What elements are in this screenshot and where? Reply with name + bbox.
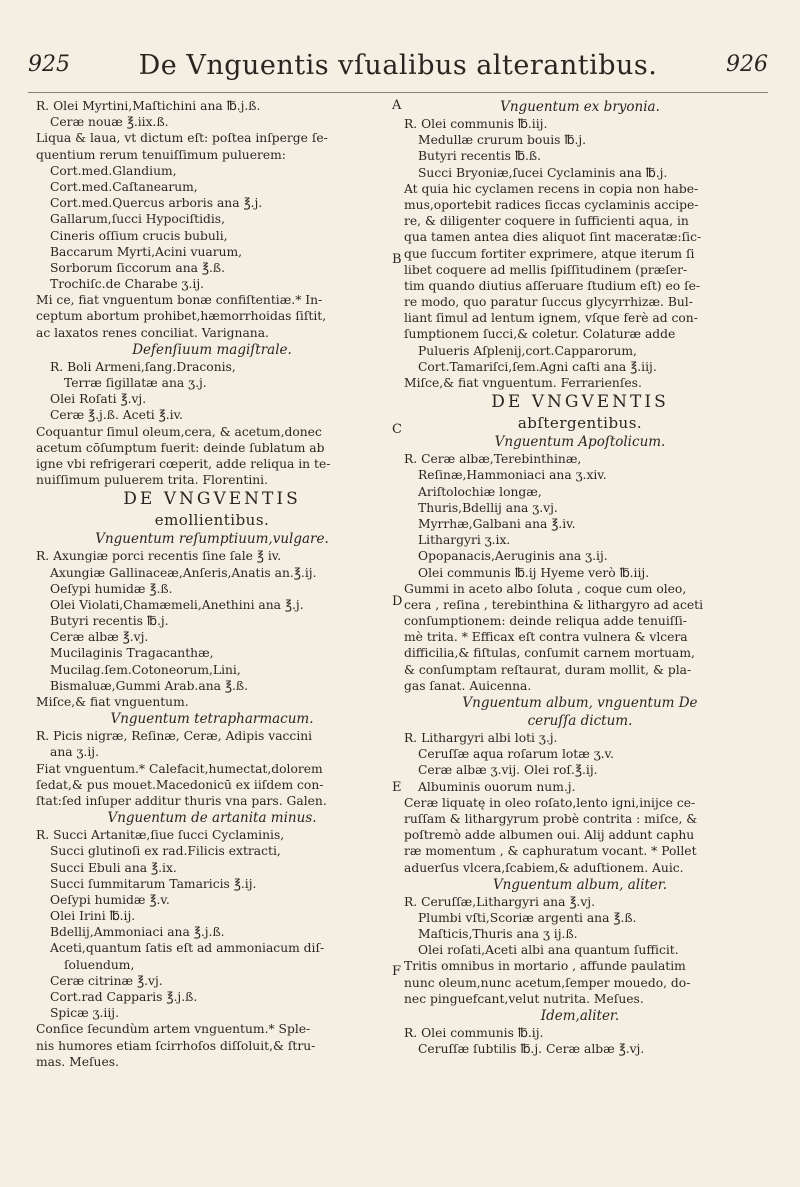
text-line: poſtremò adde albumen oui. Alij addunt caphu	[404, 828, 695, 843]
text-line: Myrrhæ,Galbani ana ℥.iv.	[418, 516, 576, 531]
text-line: Ariſtolochiæ longæ,	[418, 484, 542, 499]
text-line: ana ʒ.ij.	[50, 745, 99, 760]
text-line: Butyri recentis ℔.j.	[50, 614, 169, 629]
text-line: cera , reſina , terebinthina & lithargyro ad aceti	[404, 597, 704, 612]
running-title: De Vnguentis vſualibus alterantibus.	[138, 50, 658, 81]
text-line: Reſinæ,Hammoniaci ana ʒ.xiv.	[418, 468, 607, 483]
text-line: & conſumptam reſtaurat, duram mollit, & pla-	[404, 662, 692, 677]
text-line: ceptum abortum prohibet,hæmorrhoidas ſiſtit,	[36, 309, 327, 324]
recipe-heading: Defenſiuum magiſtrale.	[132, 341, 292, 358]
text-line: R. Olei communis ℔.iij.	[404, 117, 548, 131]
recipe-heading: Vnguentum Apoſtolicum.	[494, 434, 666, 451]
page-number-right: 926	[726, 52, 768, 77]
text-line: mè trita. * Efficax eſt contra vulnera & vlcera	[404, 630, 688, 645]
text-line: nis humores etiam ſcirrhoſos diſſoluit,& ſtru-	[36, 1038, 316, 1053]
text-line: Ceræ nouæ ℥.iix.ß.	[50, 115, 169, 130]
recipe-heading: Vnguentum de artanita minus.	[107, 810, 317, 827]
text-line: Axungiæ Gallinaceæ,Anſeris,Anatis an.℥.ij.	[50, 565, 317, 580]
text-line: igne vbi refrigerari cœperit, adde reliqua in te-	[36, 456, 331, 471]
text-line: R. Boli Armeni,ſang.Draconis,	[50, 359, 236, 374]
recipe-heading: Vnguentum ex bryonia.	[500, 99, 660, 115]
text-line: Succi Bryoniæ,ſucei Cyclaminis ana ℔.j.	[418, 165, 668, 180]
text-line: ſedat,& pus mouet.Macedonicū ex iiſdem con-	[36, 777, 324, 792]
text-line: Succi Ebuli ana ℥.ix.	[50, 860, 177, 875]
section-heading: DE VNGVENTIS	[491, 392, 669, 413]
left-text-column	[36, 98, 388, 1070]
text-line: liant ſimul ad lentum ignem, vſque ferè ad con-	[404, 311, 698, 326]
text-line: Cineris oſſium crucis bubuli,	[50, 228, 228, 243]
text-line: Olei communis ℔.ij Hyeme verò ℔.iij.	[418, 565, 650, 580]
text-line: gas ſanat. Auicenna.	[404, 678, 532, 693]
margin-letter: E	[392, 780, 402, 795]
text-line: Coquantur ſimul oleum,cera, & acetum,donec	[36, 424, 322, 439]
text-line: Mucilag.ſem.Cotoneorum,Lini,	[50, 662, 241, 677]
text-line: Ceræ citrinæ ℥.vj.	[50, 973, 163, 988]
right-text-column	[404, 98, 756, 1057]
section-heading: emollientibus.	[154, 511, 270, 530]
text-line: Cort.med.Glandium,	[50, 163, 177, 178]
text-line: Pulueris Aſplenij,cort.Capparorum,	[418, 343, 637, 358]
text-line: Baccarum Myrti,Acini vuarum,	[50, 244, 243, 259]
text-line: ſoluendum,	[64, 957, 135, 972]
text-line: Bdellij,Ammoniaci ana ℥.j.ß.	[50, 925, 225, 940]
text-line: Ceruſſæ aqua roſarum lotæ ʒ.v.	[418, 747, 614, 762]
text-line: Fiat vnguentum.* Calefacit,humectat,dolorem	[36, 761, 323, 776]
text-line: Ceruſſæ ſubtilis ℔.j. Ceræ albæ ℥.vj.	[418, 1042, 645, 1057]
recipe-heading: Vnguentum album, vnguentum De	[462, 695, 698, 711]
text-line: mas. Meſues.	[36, 1054, 119, 1069]
text-line: Maſticis,Thuris ana ʒ ij.ß.	[418, 927, 578, 942]
text-line: libet coquere ad mellis ſpiſſitudinem (præſer-	[404, 262, 688, 277]
page-number-left: 925	[28, 52, 70, 77]
text-line: ac laxatos renes conciliat. Varignana.	[36, 325, 269, 340]
margin-letter: D	[392, 594, 403, 609]
page-header	[28, 52, 768, 93]
margin-letter: F	[392, 964, 402, 979]
text-line: difficilia,& fiſtulas, conſumit carnem mortuam,	[404, 646, 695, 661]
text-line: re, & diligenter coquere in ſufficienti aqua, in	[404, 214, 689, 229]
text-line: Lithargyri ʒ.ix.	[418, 533, 511, 548]
section-heading: abſtergentibus.	[517, 414, 643, 433]
text-line: Medullæ crurum bouis ℔.j.	[418, 133, 587, 148]
text-line: acetum cōſumptum fuerit: deinde ſublatum ab	[36, 440, 325, 455]
text-line: nuiſſimum puluerem trita. Florentini.	[36, 473, 269, 488]
recipe-heading: ceruſſa dictum.	[527, 713, 633, 729]
text-line: Plumbi vſti,Scoriæ argenti ana ℥.ß.	[418, 910, 637, 925]
text-line: R. Lithargyri albi loti ʒ.j.	[404, 731, 558, 745]
text-line: Aceti,quantum ſatis eſt ad ammoniacum diſ-	[50, 941, 325, 956]
text-line: Cort.Tamariſci,ſem.Agni caſti ana ℥.iij.	[418, 359, 657, 374]
text-line: ſtat:ſed inſuper additur thuris vna pars. Galen.	[36, 793, 327, 808]
section-heading: DE VNGVENTIS	[123, 489, 301, 510]
text-line: Olei Violati,Chamæmeli,Anethini ana ℥.j.	[50, 597, 304, 612]
text-line: Ceræ ℥.j.ß. Aceti ℥.iv.	[50, 408, 183, 423]
text-line: Bismaluæ,Gummi Arab.ana ℥.ß.	[50, 678, 248, 693]
text-line: Miſce,& fiat vnguentum. Ferrarienſes.	[404, 376, 642, 390]
text-line: Succi glutinoſi ex rad.Filicis extracti,	[50, 844, 281, 859]
recipe-heading: Idem,aliter.	[540, 1008, 620, 1024]
margin-letter: B	[392, 252, 402, 267]
text-line: Trochiſc.de Charabe ʒ.ij.	[50, 277, 205, 292]
text-line: R. Ceruſſæ,Lithargyri ana ℥.vj.	[404, 894, 596, 909]
text-line: Olei roſati,Aceti albi ana quantum ſufficit.	[418, 943, 679, 958]
text-line: ræ momentum , & caphuratum vocant. * Pollet	[404, 844, 697, 859]
text-line: Mi ce, fiat vnguentum bonæ confiſtentiæ.* In-	[36, 293, 323, 308]
text-line: R. Ceræ albæ,Terebinthinæ,	[404, 452, 582, 467]
text-line: Cort.rad Capparis ℥.j.ß.	[50, 990, 198, 1004]
text-line: ruſſam & lithargyrum probè contrita : miſce, &	[404, 811, 698, 826]
text-line: Conſice ſecundùm artem vnguentum.* Sple-	[36, 1022, 311, 1037]
text-line: Olei Roſati ℥.vj.	[50, 392, 147, 407]
text-line: Oeſypi humidæ ℥.v.	[50, 892, 170, 907]
text-line: re modo, quo paratur ſuccus glycyrrhizæ. Bul-	[404, 295, 693, 310]
text-line: R. Olei communis ℔.ij.	[404, 1026, 544, 1040]
text-line: Olei Irini ℔.ij.	[50, 909, 136, 924]
text-line: R. Succi Artanitæ,ſiue ſucci Cyclaminis,	[36, 828, 285, 843]
text-line: mus,oportebit radices ſiccas cyclaminis accipe-	[404, 197, 699, 212]
text-line: aduerſus vlcera,ſcabiem,& aduſtionem. Auic.	[404, 860, 684, 875]
margin-letter: A	[392, 98, 402, 113]
text-line: nec pinguefcant,velut nutrita. Meſues.	[404, 991, 644, 1006]
text-line: Ceræ albæ ʒ.vij. Olei roſ.℥.ij.	[418, 763, 598, 778]
text-line: Cort.med.Quercus arboris ana ℥.j.	[50, 196, 263, 211]
recipe-heading: Vnguentum reſumptiuum,vulgare.	[95, 531, 329, 548]
text-line: Tritis omnibus in mortario , affunde paulatim	[404, 959, 686, 974]
text-line: nunc oleum,nunc acetum,ſemper mouedo, do-	[404, 975, 691, 990]
text-line: Gallarum,ſucci Hypociſtidis,	[50, 212, 226, 227]
margin-letter: C	[392, 422, 402, 437]
text-line: quentium rerum tenuiſſimum puluerem:	[36, 147, 286, 162]
text-line: Thuris,Bdellij ana ʒ.vj.	[418, 500, 558, 515]
text-line: Terræ ſigillatæ ana ʒ.j.	[64, 376, 207, 390]
text-line: Succi ſummitarum Tamaricis ℥.ij.	[50, 876, 257, 891]
text-line: Liqua & laua, vt dictum eſt: poſtea inſperge ſe-	[36, 131, 328, 146]
text-line: Mucilaginis Tragacanthæ,	[50, 646, 214, 661]
text-line: tim quando diutius aſſeruare ſtudium eſt) eo ſe-	[404, 278, 701, 293]
text-line: Miſce,& fiat vnguentum.	[36, 695, 189, 709]
text-line: Albuminis ouorum num.j.	[418, 779, 576, 794]
text-line: Ceræ albæ ℥.vj.	[50, 630, 149, 645]
recipe-heading: Vnguentum tetrapharmacum.	[110, 711, 314, 728]
recipe-heading: Vnguentum album, aliter.	[492, 876, 668, 893]
text-line: Sorborum ſiccorum ana ℥.ß.	[50, 260, 226, 275]
text-line: qua tamen antea dies aliquot ſint maceratæ:ſic-	[404, 230, 702, 245]
text-line: R. Picis nigræ, Reſinæ, Ceræ, Adipis vaccini	[36, 729, 313, 744]
text-line: Butyri recentis ℔.ß.	[418, 149, 541, 164]
text-line: conſumptionem: deinde reliqua adde tenuiſſi-	[404, 614, 687, 629]
text-line: R. Olei Myrtini,Maſtichini ana ℔.j.ß.	[36, 99, 261, 113]
text-line: Spicæ ʒ.iij.	[50, 1006, 120, 1021]
text-line: Opopanacis,Aeruginis ana ʒ.ij.	[418, 549, 608, 564]
text-line: Gummi in aceto albo ſoluta , coque cum oleo,	[404, 581, 687, 596]
text-line: At quia hic cyclamen recens in copia non habe-	[404, 181, 699, 196]
text-line: Oeſypi humidæ ℥.ß.	[50, 581, 173, 596]
text-line: ſumptionem ſucci,& coletur. Colaturæ adde	[404, 327, 676, 342]
text-line: que ſuccum fortiter exprimere, atque iterum ſi	[404, 246, 695, 261]
text-line: Cort.med.Caſtanearum,	[50, 179, 198, 194]
text-line: Ceræ liquatę in oleo roſato,lento igni,inijce ce-	[404, 795, 696, 810]
text-line: R. Axungiæ porci recentis ſine ſale ℥ iv.	[36, 549, 282, 564]
